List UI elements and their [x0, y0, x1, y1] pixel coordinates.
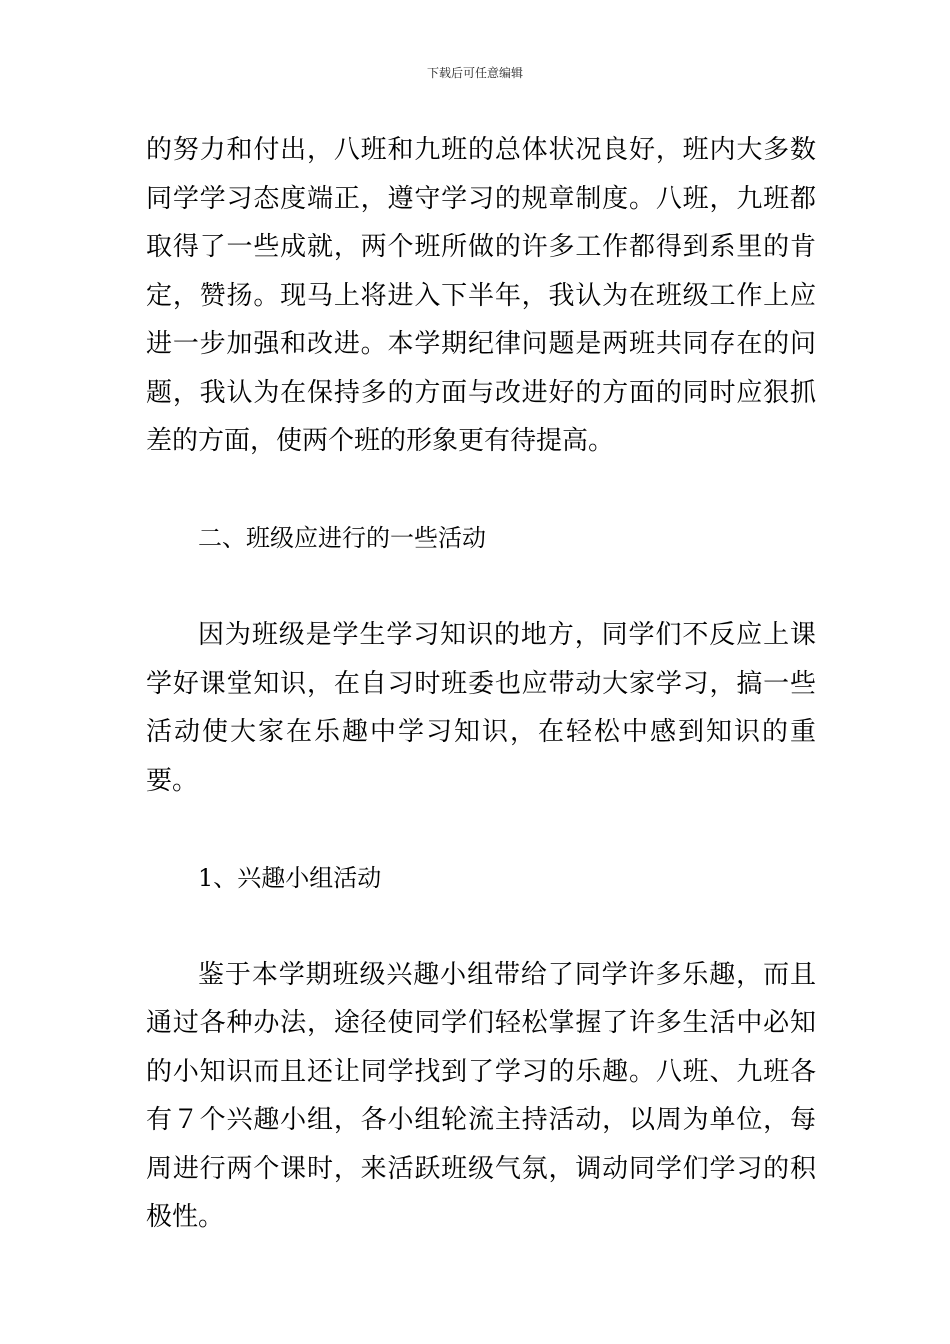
- paragraph-class-learning: 因为班级是学生学习知识的地方，同学们不反应上课学好课堂知识，在自习时班委也应带动大家学习，搞一些活动使大家在乐趣中学习知识，在轻松中感到知识的重要。: [146, 620, 816, 796]
- paragraph-gap: [146, 563, 816, 612]
- paragraph-interest-groups: 鉴于本学期班级兴趣小组带给了同学许多乐趣，而且通过各种办法，途径使同学们轻松掌握了许多生活中必知的小知识而且还让同学找到了学习的乐趣。八班、九班各有７个兴趣小组，各小组轮流主持活动，以周为单位，每周进行两个课时，来活跃班级气氛，调动同学们学习的积极性。: [146, 959, 816, 1232]
- subsection-heading-interest-groups: 1、兴趣小组活动: [198, 863, 382, 892]
- paragraph-gap: [146, 902, 816, 951]
- paragraph-gap: [146, 466, 816, 515]
- paragraph-continued: 的努力和付出，八班和九班的总体状况良好，班内大多数同学学习态度端正，遵守学习的规章制度。八班，九班都取得了一些成就，两个班所做的许多工作都得到系里的肯定，赞扬。现马上将进入下半年，我认为在班级工作上应进一步加强和改进。本学期纪律问题是两班共同存在的问题，我认为在保持多的方面与改进好的方面的同时应狠抓差的方面，使两个班的形象更有待提高。: [146, 135, 816, 456]
- document-body: [146, 126, 816, 1242]
- page-header: 下载后可任意编辑: [426, 66, 523, 80]
- section-heading-activities: 二、班级应进行的一些活动: [198, 524, 486, 552]
- paragraph-gap: [146, 805, 816, 854]
